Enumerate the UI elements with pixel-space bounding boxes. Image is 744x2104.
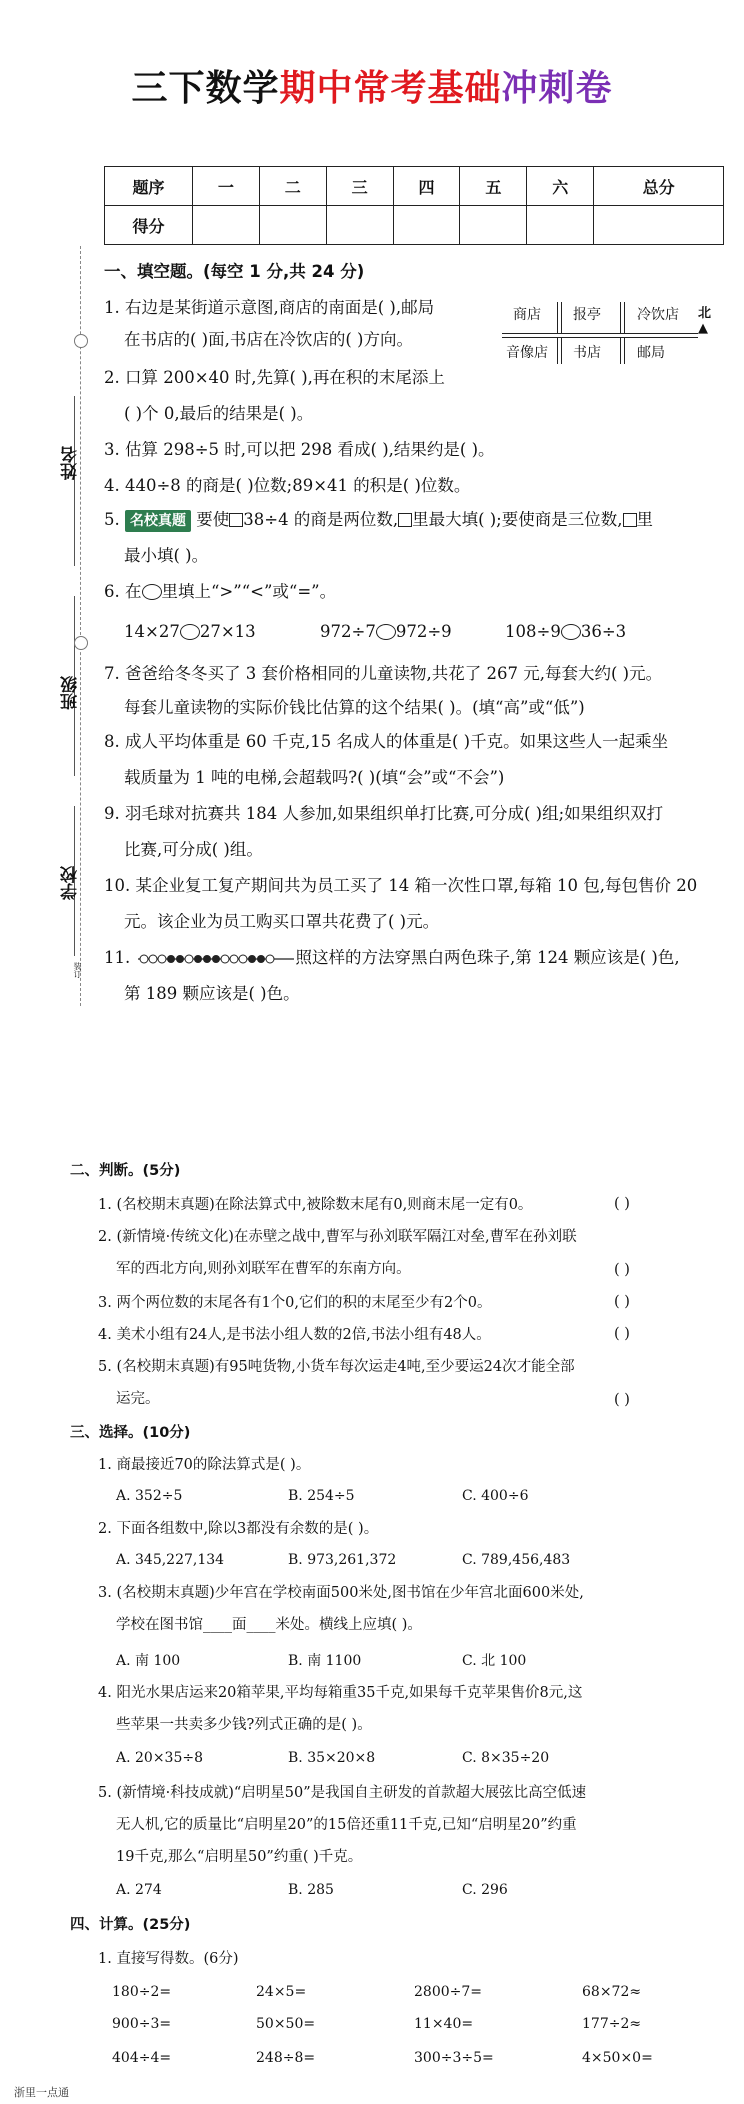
map-cold-drink-shop: 冷饮店	[637, 307, 679, 323]
north-arrow-icon: 北 ▲	[698, 306, 712, 336]
score-cell: 得分	[105, 206, 193, 245]
choice-option[interactable]: A. 南 100	[116, 1653, 181, 1669]
compare-circle-icon[interactable]	[561, 624, 581, 640]
binding-hole	[74, 334, 88, 348]
q1-line2: 在书店的( )面,书店在冷饮店的( )方向。	[124, 330, 413, 349]
q11-text: 照这样的方法穿黑白两色珠子,第 124 颗应该是( )色,	[295, 948, 680, 967]
judge-q3: 3. 两个两位数的末尾各有1个0,它们的积的末尾至少有2个0。	[98, 1295, 492, 1311]
choice-q3-line1: 3. (名校期末真题)少年宫在学校南面500米处,图书馆在少年宫北面600米处,	[98, 1585, 584, 1601]
choice-option[interactable]: A. 274	[116, 1882, 162, 1898]
map-road-line	[620, 302, 621, 333]
choice-option[interactable]: B. 35×20×8	[288, 1750, 376, 1766]
score-cell: 一	[193, 167, 260, 206]
title-part-purple: 冲刺卷	[501, 68, 613, 109]
answer-paren[interactable]: ( )	[614, 1392, 630, 1408]
score-table	[104, 166, 724, 245]
choice-q2: 2. 下面各组数中,除以3都没有余数的是( )。	[98, 1521, 379, 1537]
map-music-store: 音像店	[506, 345, 548, 361]
calc-item: 50×50=	[256, 2016, 316, 2032]
score-input-cell[interactable]	[259, 206, 326, 245]
q4: 4. 440÷8 的商是( )位数;89×41 的积是( )位数。	[104, 476, 471, 495]
q7-line2: 每套儿童读物的实际价钱比估算的这个结果( )。(填“高”或“低”)	[124, 698, 585, 717]
section-4-heading: 四、计算。(25分)	[70, 1917, 191, 1933]
calc-item: 404÷4=	[112, 2050, 172, 2066]
binding-hole	[74, 636, 88, 650]
calc-item: 2800÷7=	[414, 1984, 482, 2000]
judge-q2-line1: 2. (新情境·传统文化)在赤壁之战中,曹军与孙刘联军隔江对垒,曹军在孙刘联	[98, 1229, 577, 1245]
section-1-heading: 一、填空题。(每空 1 分,共 24 分)	[104, 262, 365, 281]
score-cell: 题序	[105, 167, 193, 206]
score-cell: 六	[527, 167, 594, 206]
q6-expr-1	[124, 622, 256, 642]
q2-line1: 2. 口算 200×40 时,先算( ),再在积的末尾添上	[104, 368, 445, 387]
map-newsstand: 报亭	[573, 307, 601, 323]
q5-number: 5.	[104, 510, 125, 529]
map-road-line	[620, 337, 621, 364]
bead-pattern-icon	[136, 952, 296, 966]
map-road-line	[502, 333, 698, 334]
map-road-line	[502, 337, 698, 338]
calc-item: 4×50×0=	[582, 2050, 653, 2066]
score-input-cell[interactable]	[193, 206, 260, 245]
calc-item: 180÷2=	[112, 1984, 172, 2000]
choice-option[interactable]: C. 789,456,483	[462, 1552, 571, 1568]
choice-option[interactable]: B. 285	[288, 1882, 334, 1898]
q6-text: 里填上“>”“<”或“=”。	[161, 582, 337, 601]
street-map	[502, 302, 714, 364]
calc-item: 68×72≈	[582, 1984, 642, 2000]
q6-expr-3	[505, 622, 626, 642]
answer-paren[interactable]: ( )	[614, 1326, 630, 1342]
judge-q4: 4. 美术小组有24人,是书法小组人数的2倍,书法小组有48人。	[98, 1327, 491, 1343]
choice-q5-line1: 5. (新情境·科技成就)“启明星50”是我国自主研发的首款超大展弦比高空低速	[98, 1785, 587, 1801]
blank-box-icon[interactable]	[398, 513, 412, 527]
calc-item: 900÷3=	[112, 2016, 172, 2032]
q11-line2: 第 189 颗应该是( )色。	[124, 984, 300, 1003]
calc-item: 300÷3÷5=	[414, 2050, 494, 2066]
q10-line1: 10. 某企业复工复产期间共为员工买了 14 箱一次性口罩,每箱 10 包,每包售价 20	[104, 876, 698, 895]
choice-option[interactable]: C. 北 100	[462, 1653, 527, 1669]
choice-option[interactable]: A. 345,227,134	[116, 1552, 225, 1568]
map-road-line	[561, 302, 562, 333]
q5-line2: 最小填( )。	[124, 546, 209, 565]
answer-paren[interactable]: ( )	[614, 1294, 630, 1310]
q6-expr-2	[320, 622, 452, 642]
calc-item: 11×40=	[414, 2016, 474, 2032]
map-road-line	[624, 337, 625, 364]
q6-text: 6. 在	[104, 582, 142, 601]
choice-option[interactable]: C. 400÷6	[462, 1488, 529, 1504]
score-input-cell[interactable]	[326, 206, 393, 245]
q8-line2: 载质量为 1 吨的电梯,会超载吗?( )(填“会”或“不会”)	[124, 768, 505, 787]
score-table-header-row	[105, 167, 724, 206]
expr-left: 972÷7	[320, 622, 376, 641]
q6	[104, 582, 336, 602]
title-part-red: 期中常考基础	[279, 68, 502, 109]
blank-box-icon[interactable]	[229, 513, 243, 527]
map-post-office: 邮局	[637, 345, 665, 361]
expr-right: 27×13	[199, 622, 256, 641]
score-cell: 四	[393, 167, 460, 206]
score-input-cell[interactable]	[393, 206, 460, 245]
judge-q5-line1: 5. (名校期末真题)有95吨货物,小货车每次运走4吨,至少要运24次才能全部	[98, 1359, 575, 1375]
score-cell: 总分	[594, 167, 724, 206]
famous-school-tag: 名校真题	[125, 510, 191, 532]
choice-option[interactable]: B. 973,261,372	[288, 1552, 397, 1568]
q1-line1: 1. 右边是某街道示意图,商店的南面是( ),邮局	[104, 298, 435, 317]
choice-option[interactable]: A. 352÷5	[116, 1488, 183, 1504]
judge-q1: 1. (名校期末真题)在除法算式中,被除数末尾有0,则商末尾一定有0。	[98, 1197, 533, 1213]
q10-line2: 元。该企业为员工购买口罩共花费了( )元。	[124, 912, 440, 931]
choice-option[interactable]: A. 20×35÷8	[116, 1750, 204, 1766]
name-label: 姓名	[61, 446, 81, 480]
footer-watermark: 浙里一点通	[14, 2086, 69, 2099]
map-road-line	[624, 302, 625, 333]
school-label: 学校	[61, 866, 81, 900]
blank-box-icon[interactable]	[623, 513, 637, 527]
q11-number: 11.	[104, 948, 136, 967]
binding-margin	[40, 246, 90, 1006]
section-3-heading: 三、选择。(10分)	[70, 1425, 191, 1441]
map-bookstore: 书店	[573, 345, 601, 361]
q8-line1: 8. 成人平均体重是 60 千克,15 名成人的体重是( )千克。如果这些人一起乘坐	[104, 732, 669, 751]
score-input-cell[interactable]	[594, 206, 724, 245]
map-road-line	[557, 337, 558, 364]
section-2-heading: 二、判断。(5分)	[70, 1163, 181, 1179]
choice-q3-line2: 学校在图书馆____面____米处。横线上应填( )。	[116, 1617, 422, 1633]
choice-q4-line2: 些苹果一共卖多少钱?列式正确的是( )。	[116, 1717, 372, 1733]
q9-line1: 9. 羽毛球对抗赛共 184 人参加,如果组织单打比赛,可分成( )组;如果组织双打	[104, 804, 664, 823]
north-label: 北	[698, 306, 712, 321]
choice-q4-line1: 4. 阳光水果店运来20箱苹果,平均每箱重35千克,如果每千克苹果售价8元,这	[98, 1685, 583, 1701]
title-part-black: 三下数学	[131, 68, 280, 109]
class-label: 班级	[61, 676, 81, 710]
judge-q2-line2: 军的西北方向,则孙刘联军在曹军的东南方向。	[116, 1261, 411, 1277]
choice-option[interactable]: C. 8×35÷20	[462, 1750, 550, 1766]
q5-line1	[104, 510, 653, 532]
expr-left: 108÷9	[505, 622, 561, 641]
choice-option[interactable]: B. 南 1100	[288, 1653, 362, 1669]
expr-left: 14×27	[124, 622, 180, 641]
calc-item: 177÷2≈	[582, 2016, 642, 2032]
answer-paren[interactable]: ( )	[614, 1196, 630, 1212]
q3: 3. 估算 298÷5 时,可以把 298 看成( ),结果约是( )。	[104, 440, 495, 459]
page-title	[0, 60, 744, 111]
choice-q5-line3: 19千克,那么“启明星50”约重( )千克。	[116, 1849, 363, 1865]
judge-q5-line2: 运完。	[116, 1391, 160, 1407]
score-cell: 三	[326, 167, 393, 206]
q2-line2: ( )个 0,最后的结果是( )。	[124, 404, 314, 423]
choice-option[interactable]: B. 254÷5	[288, 1488, 355, 1504]
choice-option[interactable]: C. 296	[462, 1882, 508, 1898]
score-table-score-row	[105, 206, 724, 245]
calc-item: 248÷8=	[256, 2050, 316, 2066]
expr-right: 36÷3	[580, 622, 627, 641]
q5-text: 里	[636, 510, 653, 529]
compare-circle-icon[interactable]	[376, 624, 396, 640]
q5-text: 里最大填( );要使商是三位数,	[412, 510, 623, 529]
map-road-line	[557, 302, 558, 333]
answer-paren[interactable]: ( )	[614, 1262, 630, 1278]
q7-line1: 7. 爸爸给冬冬买了 3 套价格相同的儿童读物,共花了 267 元,每套大约( )元。	[104, 664, 663, 683]
score-input-cell[interactable]	[527, 206, 594, 245]
blank-circle-icon	[142, 584, 162, 600]
choice-q5-line2: 无人机,它的质量比“启明星20”的15倍还重11千克,已知“启明星20”约重	[116, 1817, 577, 1833]
calc-subheading: 1. 直接写得数。(6分)	[98, 1951, 239, 1967]
q5-text: 38÷4 的商是两位数,	[243, 510, 399, 529]
q5-text: 要使	[191, 510, 230, 529]
compare-circle-icon[interactable]	[180, 624, 200, 640]
binding-note: 装订	[73, 962, 82, 978]
q9-line2: 比赛,可分成( )组。	[124, 840, 263, 859]
score-cell: 二	[259, 167, 326, 206]
map-road-line	[561, 337, 562, 364]
choice-q1: 1. 商最接近70的除法算式是( )。	[98, 1457, 311, 1473]
score-cell: 五	[460, 167, 527, 206]
map-shop: 商店	[513, 307, 541, 323]
calc-item: 24×5=	[256, 1984, 307, 2000]
name-line	[74, 396, 75, 566]
q11-line1	[104, 948, 680, 968]
score-input-cell[interactable]	[460, 206, 527, 245]
expr-right: 972÷9	[395, 622, 452, 641]
